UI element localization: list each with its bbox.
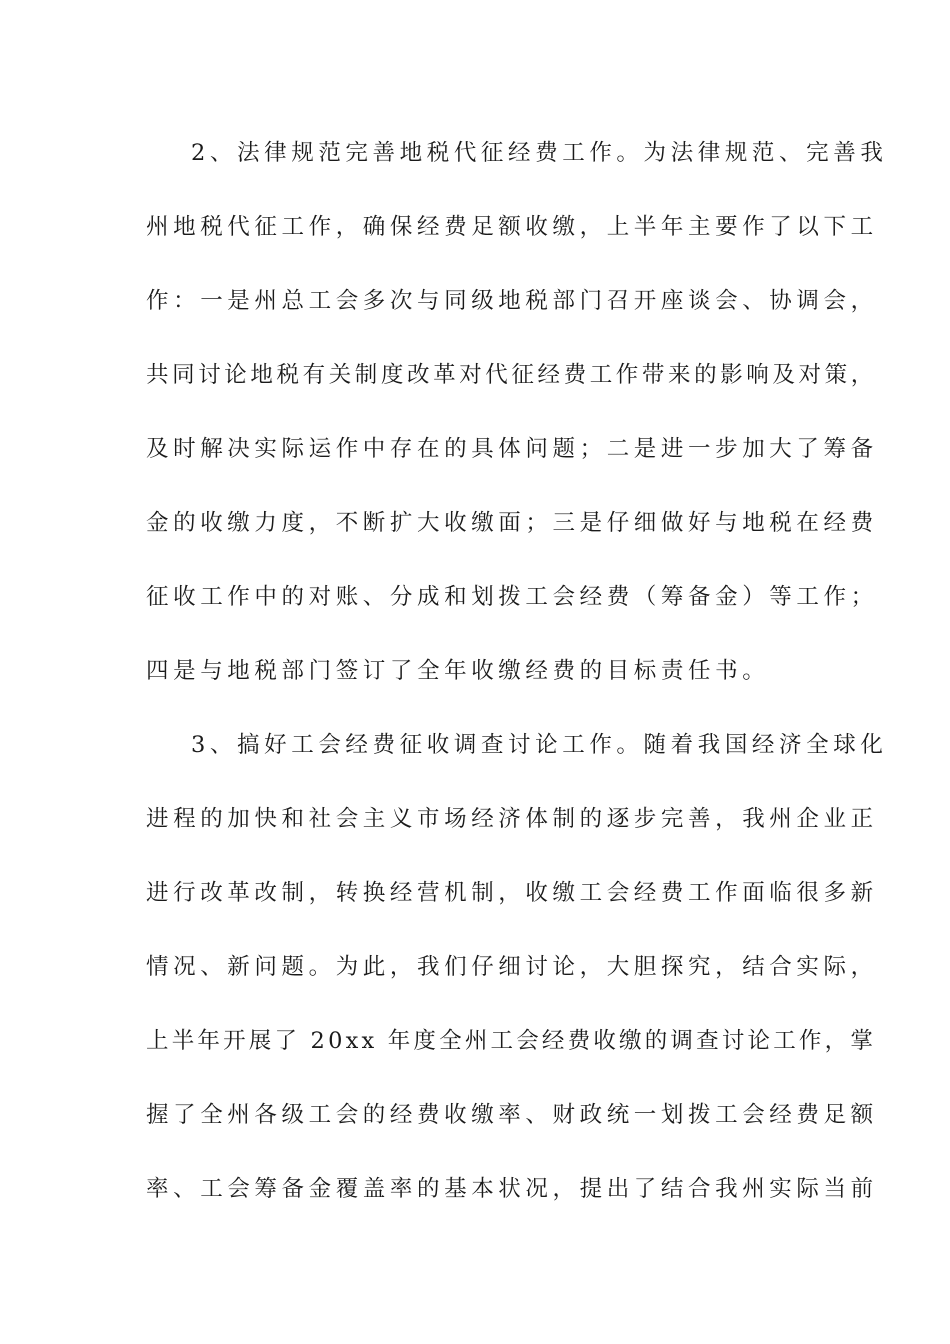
- paragraph-2-line-5: 及时解决实际运作中存在的具体问题；二是进一步加大了筹备: [146, 436, 878, 462]
- paragraph-2-line-3: 作：一是州总工会多次与同级地税部门召开座谈会、协调会，: [146, 288, 878, 314]
- paragraph-3-line-1: 3、搞好工会经费征收调查讨论工作。随着我国经济全球化: [191, 732, 888, 758]
- paragraph-2-line-2: 州地税代征工作，确保经费足额收缴，上半年主要作了以下工: [146, 214, 878, 240]
- paragraph-3-line-4: 情况、新问题。为此，我们仔细讨论，大胆探究，结合实际，: [146, 954, 878, 980]
- paragraph-2-line-1: 2、法律规范完善地税代征经费工作。为法律规范、完善我: [191, 140, 888, 166]
- paragraph-3-line-7: 率、工会筹备金覆盖率的基本状况，提出了结合我州实际当前: [146, 1176, 878, 1202]
- paragraph-2-line-7: 征收工作中的对账、分成和划拨工会经费（筹备金）等工作；: [146, 584, 878, 610]
- paragraph-2-line-8: 四是与地税部门签订了全年收缴经费的目标责任书。: [146, 658, 770, 684]
- paragraph-3-line-5: 上半年开展了 20xx 年度全州工会经费收缴的调查讨论工作，掌: [146, 1028, 877, 1054]
- paragraph-3-line-6: 握了全州各级工会的经费收缴率、财政统一划拨工会经费足额: [146, 1102, 878, 1128]
- paragraph-3-line-3: 进行改革改制，转换经营机制，收缴工会经费工作面临很多新: [146, 880, 878, 906]
- paragraph-2-line-6: 金的收缴力度，不断扩大收缴面；三是仔细做好与地税在经费: [146, 510, 878, 536]
- paragraph-3-line-2: 进程的加快和社会主义市场经济体制的逐步完善，我州企业正: [146, 806, 878, 832]
- paragraph-2-line-4: 共同讨论地税有关制度改革对代征经费工作带来的影响及对策，: [146, 362, 877, 388]
